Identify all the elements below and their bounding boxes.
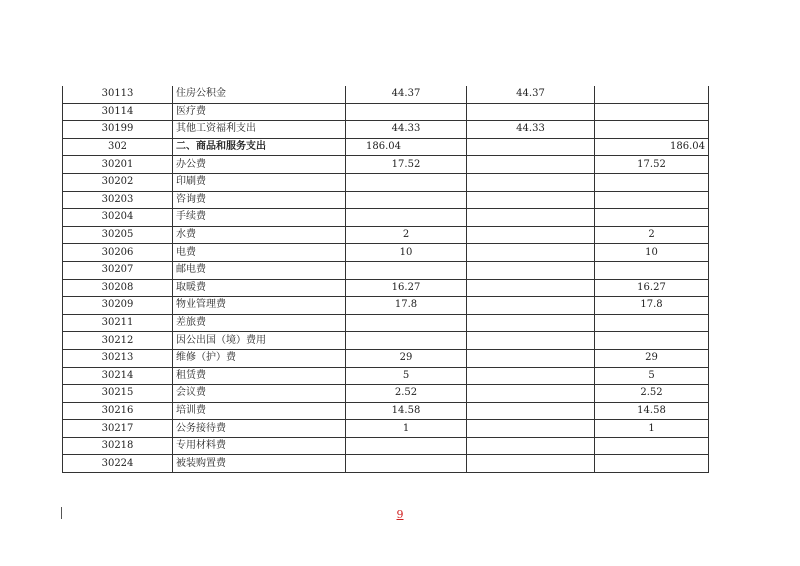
- project-amount-cell: [595, 455, 709, 473]
- basic-amount-cell: [467, 455, 595, 473]
- table-row: [63, 103, 709, 121]
- basic-amount-cell: [467, 385, 595, 403]
- project-amount-cell: [595, 437, 709, 455]
- code-cell: 30218: [63, 437, 173, 455]
- project-amount-cell: 186.04: [595, 138, 709, 156]
- total-amount-cell: [346, 314, 467, 332]
- item-name-cell: 咨询费: [173, 191, 346, 209]
- table-row: [63, 121, 709, 139]
- item-name-cell: 物业管理费: [173, 297, 346, 315]
- total-amount-cell: [346, 332, 467, 350]
- basic-amount-cell: [467, 437, 595, 455]
- item-name-cell: 取暖费: [173, 279, 346, 297]
- basic-amount-cell: [467, 209, 595, 227]
- table-row: [63, 437, 709, 455]
- code-cell: 30114: [63, 103, 173, 121]
- table-row: [63, 332, 709, 350]
- code-cell: 30113: [63, 86, 173, 103]
- expenditure-table: [62, 86, 709, 473]
- total-amount-cell: [346, 103, 467, 121]
- basic-amount-cell: [467, 103, 595, 121]
- table-row: [63, 349, 709, 367]
- code-cell: 30213: [63, 349, 173, 367]
- item-name-cell: 会议费: [173, 385, 346, 403]
- code-cell: 30205: [63, 226, 173, 244]
- basic-amount-cell: [467, 226, 595, 244]
- project-amount-cell: [595, 209, 709, 227]
- table-row: [63, 244, 709, 262]
- table-row: [63, 191, 709, 209]
- basic-amount-cell: [467, 138, 595, 156]
- table-row: [63, 367, 709, 385]
- total-amount-cell: [346, 455, 467, 473]
- table-row: [63, 86, 709, 103]
- total-amount-cell: 2: [346, 226, 467, 244]
- total-amount-cell: 14.58: [346, 402, 467, 420]
- basic-amount-cell: [467, 402, 595, 420]
- item-name-cell: 印刷费: [173, 173, 346, 191]
- table-row: [63, 385, 709, 403]
- code-cell: 30217: [63, 420, 173, 438]
- total-amount-cell: 5: [346, 367, 467, 385]
- code-cell: 30211: [63, 314, 173, 332]
- item-name-cell: 水费: [173, 226, 346, 244]
- project-amount-cell: 17.8: [595, 297, 709, 315]
- basic-amount-cell: [467, 244, 595, 262]
- basic-amount-cell: [467, 349, 595, 367]
- item-name-cell: 差旅费: [173, 314, 346, 332]
- code-cell: 30202: [63, 173, 173, 191]
- item-name-cell: 医疗费: [173, 103, 346, 121]
- basic-amount-cell: [467, 156, 595, 174]
- code-cell: 302: [63, 138, 173, 156]
- total-amount-cell: [346, 191, 467, 209]
- project-amount-cell: [595, 261, 709, 279]
- table-row: [63, 138, 709, 156]
- total-amount-cell: 2.52: [346, 385, 467, 403]
- project-amount-cell: 5: [595, 367, 709, 385]
- total-amount-cell: 186.04: [346, 138, 467, 156]
- item-name-cell: 维修（护）费: [173, 349, 346, 367]
- basic-amount-cell: [467, 420, 595, 438]
- code-cell: 30204: [63, 209, 173, 227]
- code-cell: 30201: [63, 156, 173, 174]
- table-row: [63, 314, 709, 332]
- project-amount-cell: 17.52: [595, 156, 709, 174]
- item-name-cell: 手续费: [173, 209, 346, 227]
- total-amount-cell: 1: [346, 420, 467, 438]
- total-amount-cell: 16.27: [346, 279, 467, 297]
- project-amount-cell: 1: [595, 420, 709, 438]
- table-row: [63, 402, 709, 420]
- item-name-cell: 办公费: [173, 156, 346, 174]
- project-amount-cell: [595, 86, 709, 103]
- project-amount-cell: 14.58: [595, 402, 709, 420]
- item-name-cell: 公务接待费: [173, 420, 346, 438]
- item-name-cell: 被装购置费: [173, 455, 346, 473]
- table-row: [63, 297, 709, 315]
- project-amount-cell: [595, 173, 709, 191]
- code-cell: 30212: [63, 332, 173, 350]
- basic-amount-cell: [467, 314, 595, 332]
- item-name-cell: 电费: [173, 244, 346, 262]
- project-amount-cell: 16.27: [595, 279, 709, 297]
- margin-mark: [61, 507, 62, 519]
- total-amount-cell: [346, 437, 467, 455]
- table-row: [63, 226, 709, 244]
- basic-amount-cell: 44.37: [467, 86, 595, 103]
- item-name-cell: 住房公积金: [173, 86, 346, 103]
- table-row: [63, 156, 709, 174]
- table-row: [63, 455, 709, 473]
- code-cell: 30199: [63, 121, 173, 139]
- project-amount-cell: [595, 314, 709, 332]
- basic-amount-cell: 44.33: [467, 121, 595, 139]
- total-amount-cell: [346, 261, 467, 279]
- table-row: [63, 173, 709, 191]
- table-row: [63, 261, 709, 279]
- code-cell: 30216: [63, 402, 173, 420]
- item-name-cell: 培训费: [173, 402, 346, 420]
- total-amount-cell: 10: [346, 244, 467, 262]
- table-body: [63, 86, 709, 473]
- project-amount-cell: [595, 103, 709, 121]
- project-amount-cell: 2: [595, 226, 709, 244]
- code-cell: 30207: [63, 261, 173, 279]
- code-cell: 30209: [63, 297, 173, 315]
- table-row: [63, 279, 709, 297]
- project-amount-cell: [595, 121, 709, 139]
- table-row: [63, 420, 709, 438]
- basic-amount-cell: [467, 367, 595, 385]
- project-amount-cell: 2.52: [595, 385, 709, 403]
- item-name-cell: 其他工资福利支出: [173, 121, 346, 139]
- total-amount-cell: 44.33: [346, 121, 467, 139]
- code-cell: 30214: [63, 367, 173, 385]
- basic-amount-cell: [467, 297, 595, 315]
- basic-amount-cell: [467, 173, 595, 191]
- item-name-cell: 租赁费: [173, 367, 346, 385]
- total-amount-cell: 29: [346, 349, 467, 367]
- code-cell: 30224: [63, 455, 173, 473]
- total-amount-cell: [346, 173, 467, 191]
- item-name-cell: 二、商品和服务支出: [173, 138, 346, 156]
- code-cell: 30215: [63, 385, 173, 403]
- table-row: [63, 209, 709, 227]
- basic-amount-cell: [467, 332, 595, 350]
- code-cell: 30203: [63, 191, 173, 209]
- project-amount-cell: 10: [595, 244, 709, 262]
- basic-amount-cell: [467, 279, 595, 297]
- basic-amount-cell: [467, 191, 595, 209]
- code-cell: 30208: [63, 279, 173, 297]
- page-number: 9: [396, 508, 404, 521]
- project-amount-cell: [595, 332, 709, 350]
- item-name-cell: 因公出国（境）费用: [173, 332, 346, 350]
- total-amount-cell: [346, 209, 467, 227]
- code-cell: 30206: [63, 244, 173, 262]
- item-name-cell: 专用材料费: [173, 437, 346, 455]
- item-name-cell: 邮电费: [173, 261, 346, 279]
- project-amount-cell: [595, 191, 709, 209]
- total-amount-cell: 44.37: [346, 86, 467, 103]
- total-amount-cell: 17.8: [346, 297, 467, 315]
- project-amount-cell: 29: [595, 349, 709, 367]
- basic-amount-cell: [467, 261, 595, 279]
- total-amount-cell: 17.52: [346, 156, 467, 174]
